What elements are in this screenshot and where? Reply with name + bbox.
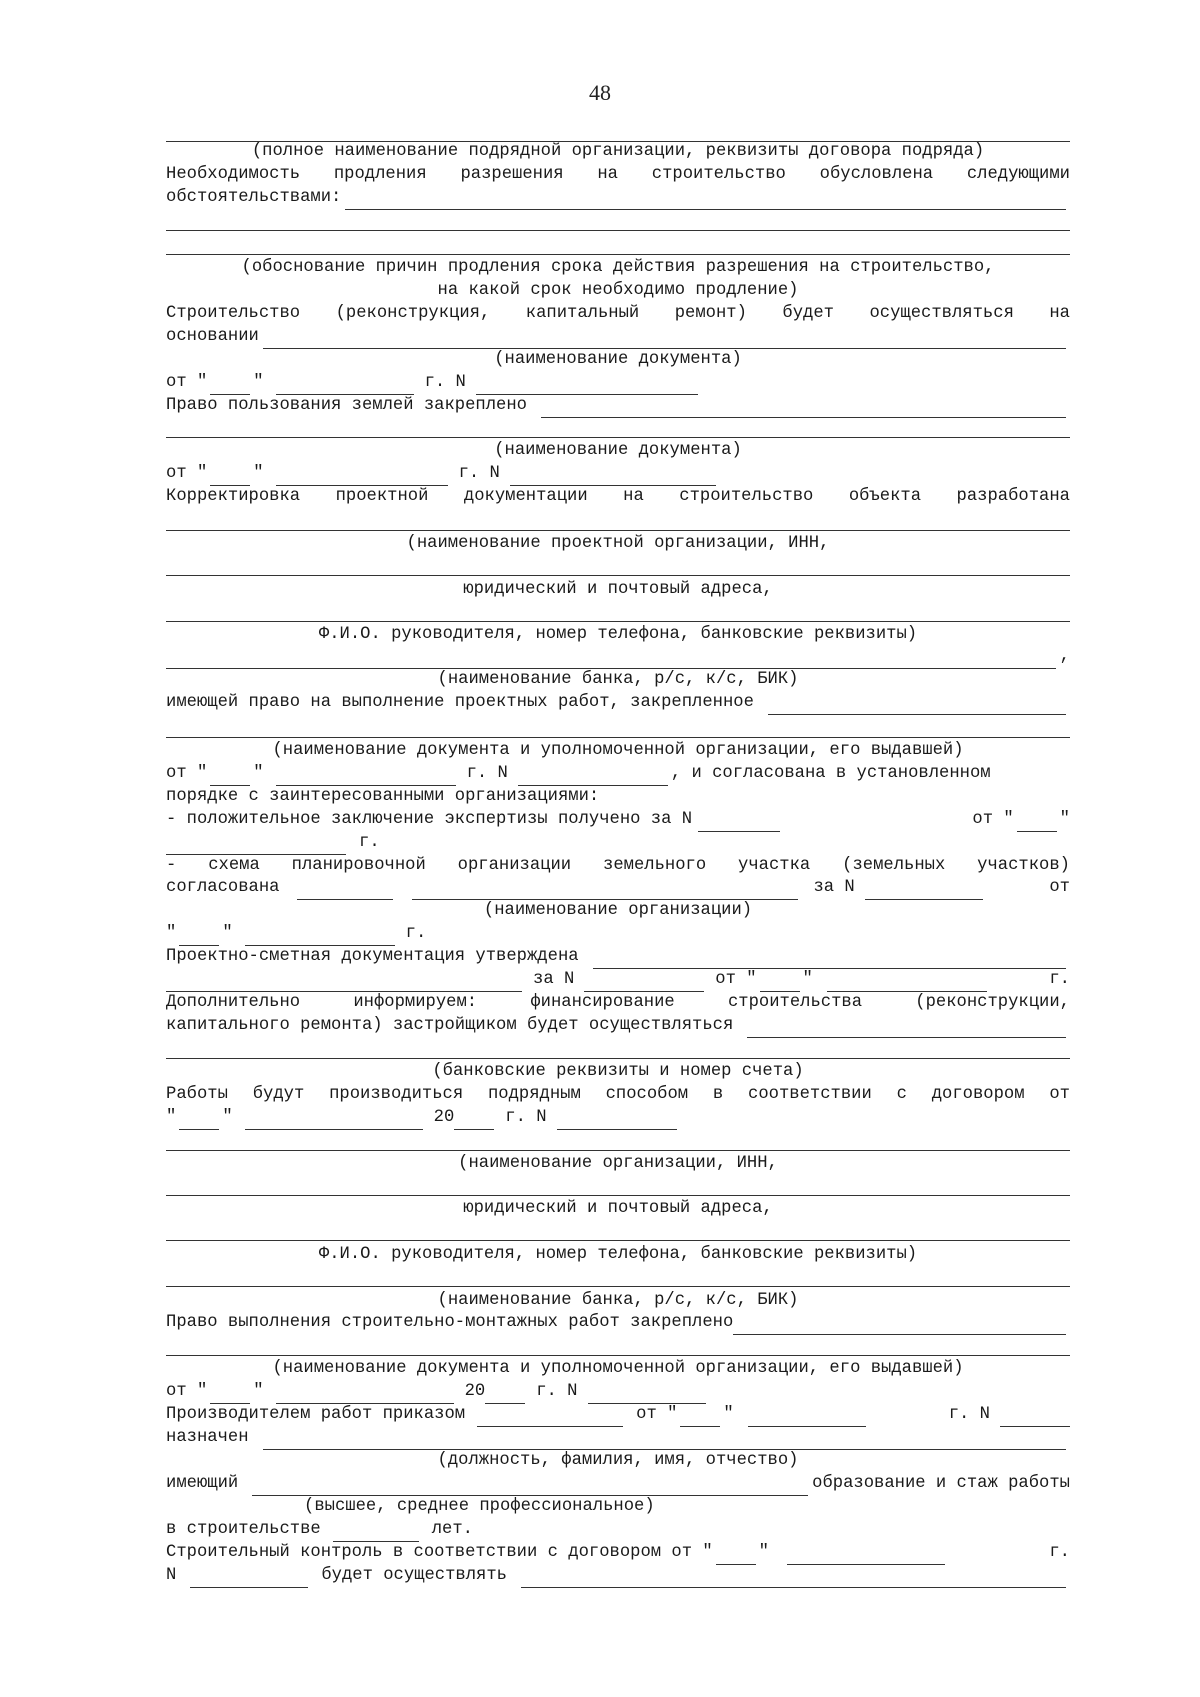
label-number: г. N xyxy=(424,373,466,392)
text-line: - схема планировочной организации земельного участка (земельных участков) xyxy=(166,856,1070,875)
day-field[interactable] xyxy=(1017,813,1057,832)
number-field[interactable] xyxy=(557,1111,677,1130)
day-field[interactable] xyxy=(680,1408,720,1427)
field-row-circumstances xyxy=(166,186,1070,210)
rights-field[interactable] xyxy=(768,696,1066,715)
caption-organization: (наименование организации) xyxy=(483,901,753,920)
bank-field[interactable] xyxy=(166,650,1056,669)
date-row-6 xyxy=(166,1380,1070,1404)
label-education: образование и стаж работы xyxy=(812,1474,1070,1493)
caption-head: Ф.И.О. руководителя, номер телефона, банковские реквизиты) xyxy=(318,625,918,644)
number-field[interactable] xyxy=(865,881,983,900)
text-line: Работы будут производиться подрядным способом в соответствии с договором от xyxy=(166,1085,1070,1104)
expertise-number-field[interactable] xyxy=(698,813,780,832)
blank-line[interactable] xyxy=(166,530,1070,531)
label-agreed: согласована xyxy=(166,878,280,897)
date-row-4 xyxy=(166,922,1070,946)
label-number: за N xyxy=(813,878,855,897)
month-year-field[interactable] xyxy=(787,1546,945,1565)
label-from: от " xyxy=(715,970,757,989)
caption-document: (наименование документа) xyxy=(494,441,742,460)
month-year-field[interactable] xyxy=(748,1408,866,1427)
label-in-construction: в строительстве xyxy=(166,1520,321,1539)
quote-mark: " xyxy=(166,924,177,943)
field-row-financing xyxy=(166,1014,1070,1038)
text-line: Необходимость продления разрешения на строительство обусловлена следующими xyxy=(166,165,1070,184)
day-field[interactable] xyxy=(760,973,800,992)
construction-rights-field[interactable] xyxy=(733,1316,1066,1335)
caption-document: (наименование документа) xyxy=(494,350,742,369)
caption-addresses: юридический и почтовый адреса, xyxy=(463,580,773,599)
quote-mark: " xyxy=(222,1108,233,1127)
field-row-control xyxy=(166,1541,1070,1565)
label-number: г. N xyxy=(458,464,500,483)
label-from: от " xyxy=(166,1382,208,1401)
label-construction-rights: Право выполнения строительно-монтажных работ закреплено xyxy=(166,1313,734,1332)
year-field[interactable] xyxy=(454,1111,494,1130)
label-financing: капитального ремонта) застройщиком будет осуществляться xyxy=(166,1016,734,1035)
field-row-education xyxy=(166,1472,1070,1496)
month-year-field[interactable] xyxy=(276,467,448,486)
number-field[interactable] xyxy=(190,1569,308,1588)
text-line: Строительство (реконструкция, капитальный ремонт) будет осуществляться на xyxy=(166,304,1070,323)
agreed-field[interactable] xyxy=(297,881,393,900)
blank-line[interactable] xyxy=(166,437,1070,438)
date-row-1 xyxy=(166,371,1070,395)
field-row-experience xyxy=(166,1518,1070,1542)
number-field[interactable] xyxy=(476,376,698,395)
comma: , xyxy=(1059,647,1070,666)
label-number: г. N xyxy=(536,1382,578,1401)
organization-field[interactable] xyxy=(412,881,798,900)
blank-line[interactable] xyxy=(166,1240,1070,1241)
label-having: имеющий xyxy=(166,1474,239,1493)
caption-organization-inn: (наименование организации, ИНН, xyxy=(458,1154,778,1173)
education-field[interactable] xyxy=(252,1477,808,1496)
day-field[interactable] xyxy=(210,1385,250,1404)
day-field[interactable] xyxy=(210,767,250,786)
day-field[interactable] xyxy=(716,1546,756,1565)
day-field[interactable] xyxy=(210,467,250,486)
label-circumstances: обстоятельствами: xyxy=(166,188,342,207)
quote-mark: " xyxy=(758,1543,769,1562)
month-field[interactable] xyxy=(245,1111,423,1130)
number-field[interactable] xyxy=(510,467,716,486)
financing-field[interactable] xyxy=(747,1019,1066,1038)
day-field[interactable] xyxy=(179,927,219,946)
quote-mark: " xyxy=(253,464,264,483)
blank-line[interactable] xyxy=(166,230,1070,231)
label-from: от " xyxy=(972,810,1014,829)
field-row-land xyxy=(166,394,1070,418)
label-year: г. xyxy=(1049,1543,1070,1562)
number-field[interactable] xyxy=(584,973,704,992)
label-century: 20 xyxy=(433,1108,455,1127)
page-number: 48 xyxy=(589,80,611,105)
date-row-2 xyxy=(166,462,1070,486)
quote-mark: " xyxy=(1059,810,1070,829)
field-row-appointed xyxy=(166,1426,1070,1450)
number-field[interactable] xyxy=(1000,1408,1070,1427)
field-row-scheme xyxy=(166,876,1070,900)
label-order: Производителем работ приказом xyxy=(166,1405,466,1424)
text-line: Корректировка проектной документации на строительство объекта разработана xyxy=(166,487,1070,506)
blank-line[interactable] xyxy=(166,1355,1070,1356)
date-row-5 xyxy=(166,1106,1070,1130)
year-row xyxy=(166,831,1070,855)
quote-mark: " xyxy=(253,1382,264,1401)
caption-reasons-cont: на какой срок необходимо продление) xyxy=(437,281,799,300)
day-field[interactable] xyxy=(210,376,250,395)
label-year: г. xyxy=(1049,970,1070,989)
controller-field[interactable] xyxy=(521,1569,1066,1588)
label-expertise: - положительное заключение экспертизы получено за N xyxy=(166,810,693,829)
caption-contractor: (полное наименование подрядной организации, реквизиты договора подряда) xyxy=(251,142,985,161)
field-row-rights xyxy=(166,691,1070,715)
estimate-field[interactable] xyxy=(593,950,1066,969)
caption-bank: (наименование банка, р/с, к/с, БИК) xyxy=(437,670,799,689)
circumstances-field[interactable] xyxy=(345,191,1066,210)
month-year-field[interactable] xyxy=(276,767,456,786)
month-field[interactable] xyxy=(276,1385,454,1404)
caption-reasons: (обоснование причин продления срока действия разрешения на строительство, xyxy=(241,258,995,277)
quote-mark: " xyxy=(802,970,813,989)
day-field[interactable] xyxy=(179,1111,219,1130)
field-row-construction-rights xyxy=(166,1311,1070,1335)
field-row-estimate xyxy=(166,945,1070,969)
quote-mark: " xyxy=(222,924,233,943)
caption-addresses: юридический и почтовый адреса, xyxy=(463,1199,773,1218)
label-basis: основании xyxy=(166,327,259,346)
label-year: г. xyxy=(359,833,380,852)
label-years: лет. xyxy=(431,1520,473,1539)
label-year: г. xyxy=(405,924,427,943)
label-from: от " xyxy=(166,764,208,783)
caption-position-name: (должность, фамилия, имя, отчество) xyxy=(437,1451,799,1470)
field-row-expertise xyxy=(166,808,1070,832)
caption-education-type: (высшее, среднее профессиональное) xyxy=(304,1497,655,1516)
label-number: г. N xyxy=(948,1405,990,1424)
field-row-work-manager xyxy=(166,1403,1070,1427)
blank-line[interactable] xyxy=(166,1058,1070,1059)
label-from: от " xyxy=(636,1405,678,1424)
label-from: от " xyxy=(166,464,208,483)
label-approved: , и согласована в установленном xyxy=(670,764,991,783)
number-field[interactable] xyxy=(518,767,668,786)
text-line: порядке с заинтересованными организациями: xyxy=(166,787,600,806)
land-use-field[interactable] xyxy=(541,399,1066,418)
quote-mark: " xyxy=(166,1108,177,1127)
label-number: N xyxy=(166,1566,177,1585)
caption-issuer: (наименование документа и уполномоченной организации, его выдавшей) xyxy=(272,1359,964,1378)
caption-head: Ф.И.О. руководителя, номер телефона, банковские реквизиты) xyxy=(318,1245,918,1264)
caption-bank: (наименование банка, р/с, к/с, БИК) xyxy=(437,1291,799,1310)
date-row-3 xyxy=(166,762,1070,786)
field-row-estimate-details xyxy=(166,968,1070,992)
text-line: Дополнительно информируем: финансирование строительства (реконструкции, xyxy=(166,993,1070,1012)
years-field[interactable] xyxy=(333,1523,419,1542)
blank-line[interactable] xyxy=(166,575,1070,576)
label-from: от xyxy=(1049,878,1070,897)
label-construction-control: Строительный контроль в соответствии с договором от " xyxy=(166,1543,713,1562)
label-land-use: Право пользования землей закреплено xyxy=(166,396,527,415)
order-field[interactable] xyxy=(477,1408,623,1427)
blank-line[interactable] xyxy=(166,254,1070,255)
quote-mark: " xyxy=(253,764,264,783)
basis-field[interactable] xyxy=(263,330,1066,349)
label-from: от " xyxy=(166,373,208,392)
quote-mark: " xyxy=(253,373,264,392)
field-row-basis xyxy=(166,325,1070,349)
blank-line[interactable] xyxy=(166,1150,1070,1151)
caption-bank-account: (банковские реквизиты и номер счета) xyxy=(432,1062,804,1081)
blank-line[interactable] xyxy=(166,1286,1070,1287)
label-will-perform: будет осуществлять xyxy=(321,1566,507,1585)
label-number: за N xyxy=(533,970,575,989)
label-appointed: назначен xyxy=(166,1428,249,1447)
month-year-field[interactable] xyxy=(245,927,395,946)
approver-field[interactable] xyxy=(166,973,522,992)
label-rights: имеющей право на выполнение проектных работ, закрепленное xyxy=(166,693,754,712)
year-field[interactable] xyxy=(485,1385,525,1404)
month-year-field[interactable] xyxy=(827,973,987,992)
blank-line[interactable] xyxy=(166,621,1070,622)
field-row-bank xyxy=(166,645,1070,669)
blank-line[interactable] xyxy=(166,737,1070,738)
appointed-field[interactable] xyxy=(263,1431,1066,1450)
quote-mark: " xyxy=(723,1405,734,1424)
month-year-field[interactable] xyxy=(276,376,414,395)
month-year-field[interactable] xyxy=(166,836,346,855)
caption-issuer: (наименование документа и уполномоченной организации, его выдавшей) xyxy=(272,741,964,760)
label-estimate: Проектно-сметная документация утверждена xyxy=(166,947,579,966)
label-century: 20 xyxy=(464,1382,486,1401)
blank-line[interactable] xyxy=(166,1195,1070,1196)
label-number: г. N xyxy=(505,1108,547,1127)
field-row-controller xyxy=(166,1564,1070,1588)
number-field[interactable] xyxy=(588,1385,706,1404)
caption-project-org: (наименование проектной организации, ИНН, xyxy=(406,534,830,553)
label-number: г. N xyxy=(466,764,508,783)
